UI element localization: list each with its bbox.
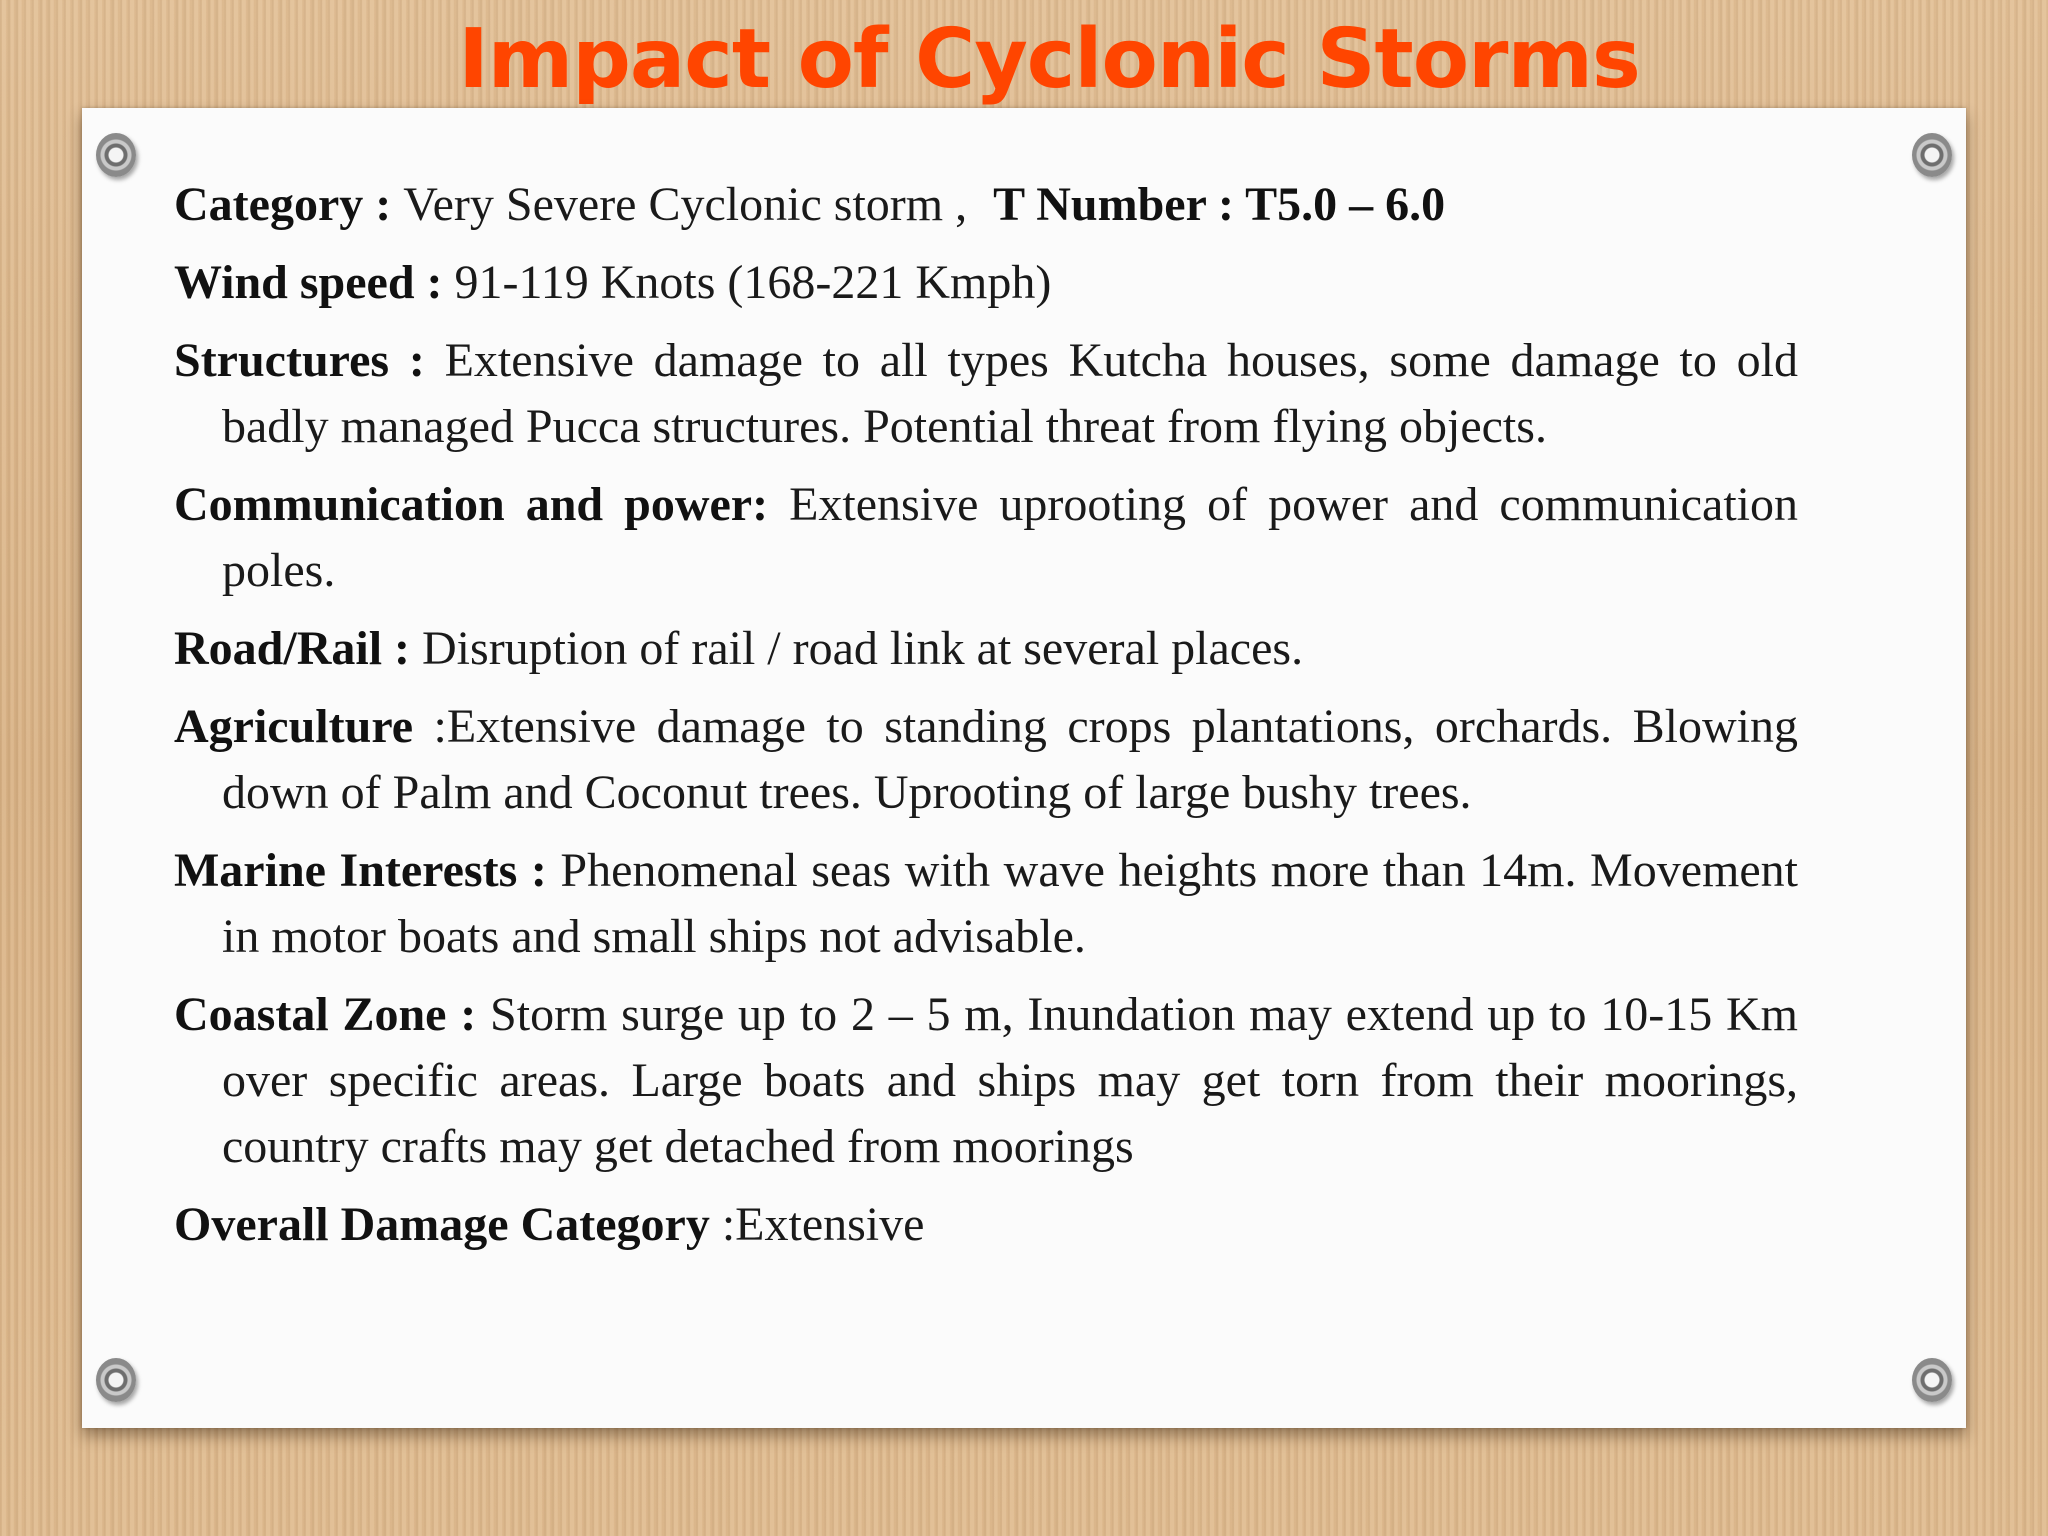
item-text: :Extensive bbox=[721, 1198, 925, 1251]
item-road-rail bbox=[174, 616, 1798, 682]
item-label: Road/Rail : bbox=[174, 622, 423, 675]
item-marine bbox=[174, 838, 1798, 970]
item-label: Structures : bbox=[174, 334, 445, 387]
item-text: Extensive uprooting of power and communication poles. bbox=[222, 478, 1798, 597]
impact-list bbox=[174, 172, 1798, 1270]
item-text: Very Severe Cyclonic storm , bbox=[403, 178, 980, 231]
item-text: :Extensive damage to standing crops plantations, orchards. Blowing down of Palm and Coconut trees. Uprooting of large bushy trees. bbox=[222, 700, 1798, 819]
pin-icon bbox=[1912, 1358, 1952, 1402]
t-number: T Number : T5.0 – 6.0 bbox=[993, 178, 1446, 231]
item-label: Communication and power: bbox=[174, 478, 790, 531]
item-coastal bbox=[174, 982, 1798, 1180]
item-label: Agriculture bbox=[174, 700, 434, 753]
pin-icon bbox=[96, 1358, 136, 1402]
item-agriculture bbox=[174, 694, 1798, 826]
item-overall bbox=[174, 1192, 1798, 1258]
item-text: Storm surge up to 2 – 5 m, Inundation may extend up to 10-15 Km over specific areas. Large boats and ships may get torn from their moorings, country crafts may get detached from moorings bbox=[222, 988, 1798, 1173]
pin-icon bbox=[96, 133, 136, 177]
item-text: Phenomenal seas with wave heights more than 14m. Movement in motor boats and small ships not advisable. bbox=[222, 844, 1799, 963]
item-label: Overall Damage Category bbox=[174, 1198, 722, 1251]
item-label: Marine Interests : bbox=[174, 844, 561, 897]
item-text: Disruption of rail / road link at several places. bbox=[422, 622, 1304, 675]
item-structures bbox=[174, 328, 1798, 460]
item-text: Extensive damage to all types Kutcha houses, some damage to old badly managed Pucca structures. Potential threat from flying objects. bbox=[222, 334, 1798, 453]
item-wind-speed bbox=[174, 250, 1798, 316]
item-label: Coastal Zone : bbox=[174, 988, 491, 1041]
slide-title: Impact of Cyclonic Storms bbox=[458, 12, 1640, 107]
item-text: 91-119 Knots (168-221 Kmph) bbox=[454, 256, 1052, 309]
item-category bbox=[174, 172, 1798, 238]
pin-icon bbox=[1912, 133, 1952, 177]
item-label: Wind speed : bbox=[174, 256, 455, 309]
item-communication bbox=[174, 472, 1798, 604]
item-label: Category : bbox=[174, 178, 404, 231]
